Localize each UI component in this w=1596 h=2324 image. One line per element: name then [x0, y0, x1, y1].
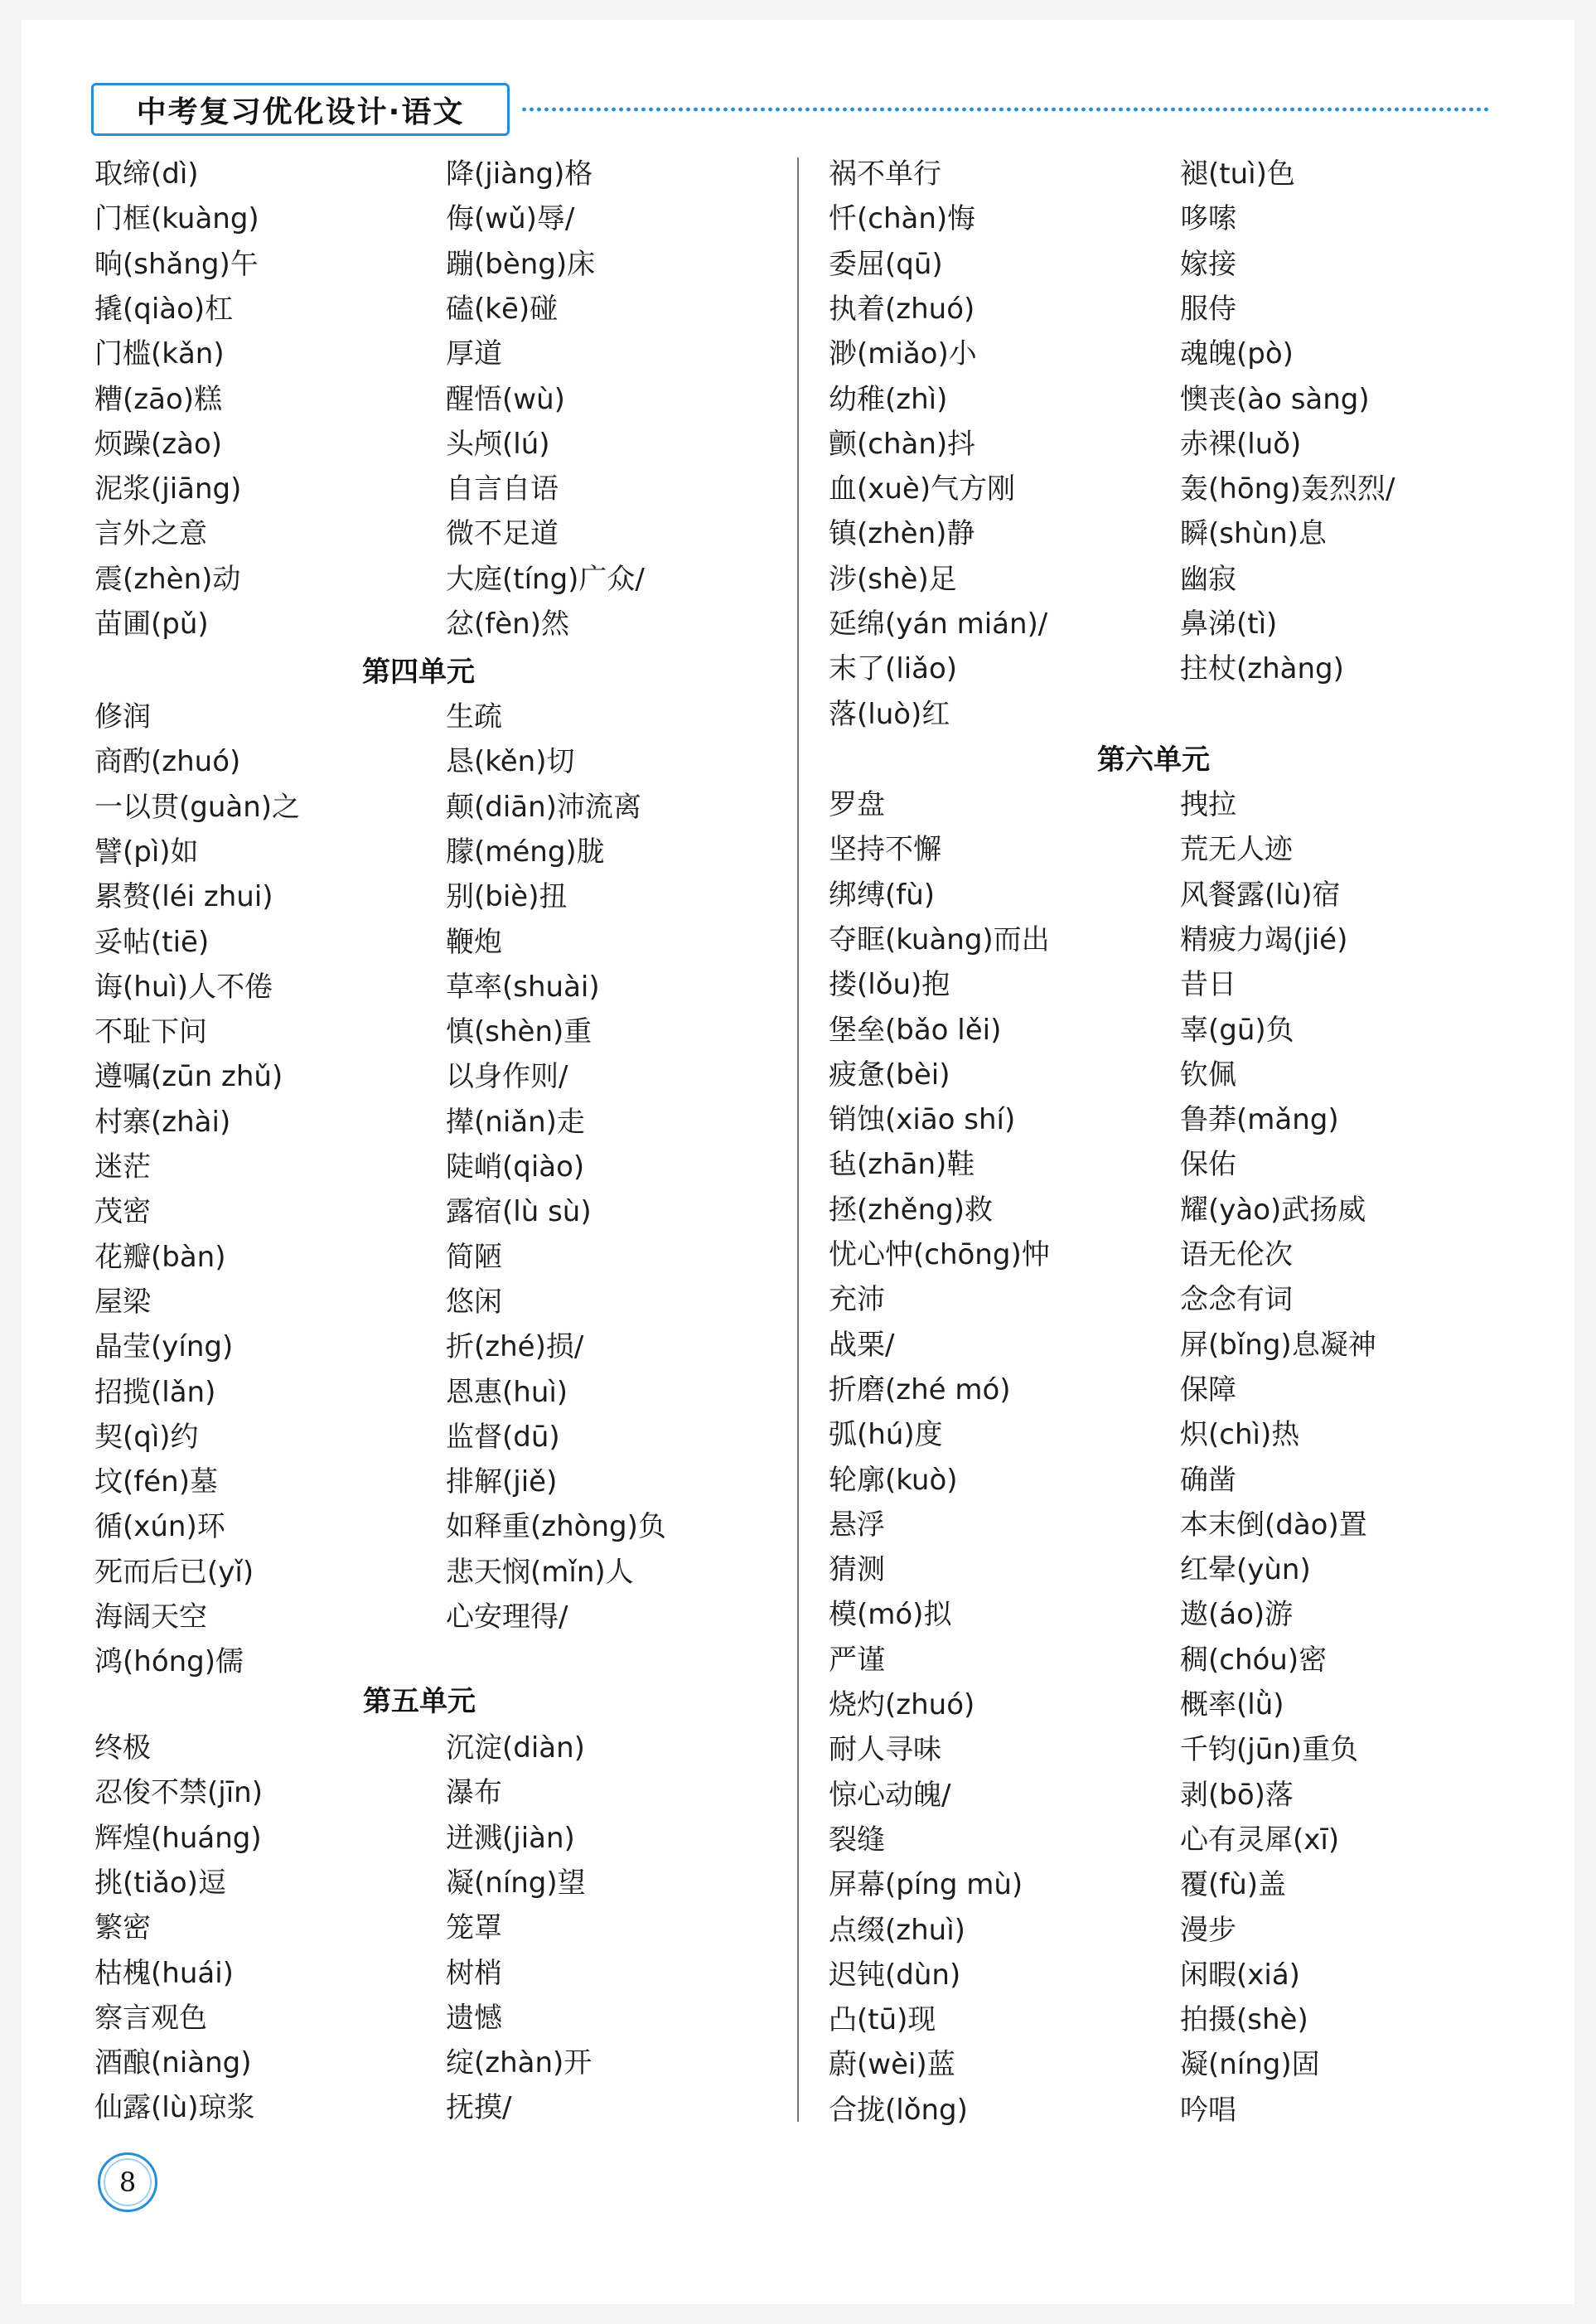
vocab-entry: 幼稚(zhì) [829, 382, 948, 416]
vocab-entry: 晌(shǎng)午 [94, 247, 259, 281]
vocab-entry: 门槛(kǎn) [94, 337, 225, 371]
vocab-entry: 大庭(tíng)广众/ [446, 562, 645, 596]
vocab-entry: 炽(chì)热 [1180, 1418, 1300, 1452]
vocab-entry: 确凿 [1180, 1463, 1236, 1497]
vocab-entry: 凝(níng)固 [1180, 2048, 1320, 2082]
vocab-entry: 厚道 [446, 337, 502, 371]
vocab-entry: 遗憾 [446, 2001, 502, 2035]
vocab-entry: 晶莹(yíng) [94, 1330, 234, 1364]
vocab-entry: 恳(kěn)切 [446, 745, 575, 779]
vocab-entry: 折磨(zhé mó) [829, 1373, 1011, 1407]
vocab-entry: 落(luò)红 [829, 697, 950, 731]
vocab-entry: 赤裸(luǒ) [1180, 427, 1302, 461]
vocab-entry: 鸿(hóng)儒 [94, 1645, 244, 1679]
vocab-entry: 侮(wǔ)辱/ [446, 202, 575, 236]
vocab-entry: 风餐露(lù)宿 [1180, 878, 1341, 912]
vocab-entry: 辜(gū)负 [1180, 1013, 1294, 1047]
vocab-entry: 拯(zhěng)救 [829, 1193, 993, 1227]
vocab-entry: 海阔天空 [94, 1600, 207, 1634]
vocab-entry: 沉淀(diàn) [446, 1731, 585, 1765]
vocab-entry: 契(qì)约 [94, 1420, 199, 1454]
vocab-entry: 忏(chàn)悔 [829, 202, 976, 236]
section-title-unit4: 第四单元 [362, 656, 475, 689]
vocab-entry: 商酌(zhuó) [94, 745, 241, 779]
vocab-entry: 抚摸/ [446, 2091, 512, 2125]
vocab-entry: 草率(shuài) [446, 970, 600, 1004]
vocab-entry: 仙露(lù)琼浆 [94, 2091, 255, 2125]
vocab-entry: 譬(pì)如 [94, 835, 199, 869]
vocab-entry: 累赘(léi zhui) [94, 880, 273, 914]
vocab-entry: 嫁接 [1180, 247, 1236, 281]
vocab-entry: 言外之意 [94, 517, 207, 551]
vocab-entry: 闲暇(xiá) [1180, 1958, 1300, 1992]
vocab-entry: 裂缝 [829, 1823, 885, 1857]
vocab-entry: 颠(diān)沛流离 [446, 790, 641, 824]
vocab-entry: 念念有词 [1180, 1283, 1293, 1317]
vocab-entry: 以身作则/ [446, 1060, 568, 1094]
section-title-unit6: 第六单元 [1097, 743, 1210, 777]
vocab-entry: 哆嗦 [1180, 202, 1236, 236]
vocab-entry: 枯槐(huái) [94, 1956, 234, 1990]
vocab-entry: 漫步 [1180, 1913, 1236, 1947]
vocab-entry: 千钧(jūn)重负 [1180, 1733, 1359, 1767]
vocab-entry: 凝(níng)望 [446, 1866, 586, 1900]
vocab-entry: 撬(qiào)杠 [94, 292, 234, 326]
vocab-entry: 鲁莽(mǎng) [1180, 1103, 1339, 1137]
vocab-entry: 门框(kuàng) [94, 202, 259, 236]
section-title-unit5: 第五单元 [363, 1685, 476, 1718]
vocab-entry: 绑缚(fù) [829, 878, 936, 912]
vocab-entry: 妥帖(tiē) [94, 925, 210, 959]
vocab-entry: 弧(hú)度 [829, 1418, 943, 1452]
vocab-entry: 笼罩 [446, 1911, 502, 1945]
vocab-entry: 死而后已(yǐ) [94, 1555, 254, 1589]
vocab-entry: 别(biè)扭 [446, 880, 568, 914]
vocab-entry: 钦佩 [1180, 1058, 1236, 1092]
vocab-entry: 延绵(yán mián)/ [829, 608, 1048, 641]
vocab-entry: 察言观色 [94, 2001, 207, 2035]
vocab-entry: 猜测 [829, 1553, 885, 1587]
vocab-entry: 遨(áo)游 [1180, 1598, 1294, 1632]
vocab-entry: 悬浮 [829, 1508, 885, 1542]
vocab-entry: 屏幕(píng mù) [829, 1868, 1023, 1902]
vocab-entry: 苗圃(pǔ) [94, 608, 209, 641]
vocab-entry: 颤(chàn)抖 [829, 427, 976, 461]
vocab-entry: 糟(zāo)糕 [94, 382, 223, 416]
vocab-entry: 语无伦次 [1180, 1238, 1293, 1271]
vocab-entry: 不耻下问 [94, 1015, 207, 1049]
vocab-entry: 保障 [1180, 1373, 1236, 1407]
vocab-entry: 瞬(shùn)息 [1180, 517, 1327, 551]
vocab-entry: 魂魄(pò) [1180, 337, 1294, 371]
vocab-entry: 模(mó)拟 [829, 1598, 952, 1632]
vocab-entry: 监督(dū) [446, 1420, 560, 1454]
vocab-entry: 烧灼(zhuó) [829, 1688, 975, 1721]
vocab-entry: 稠(chóu)密 [1180, 1643, 1328, 1677]
vocab-entry: 轰(hōng)轰烈烈/ [1180, 472, 1395, 506]
vocab-entry: 执着(zhuó) [829, 292, 975, 326]
vocab-entry: 轮廓(kuò) [829, 1463, 958, 1497]
header-title: 中考复习优化设计·语文 [91, 83, 510, 136]
vocab-entry: 生疏 [446, 700, 502, 734]
vocab-entry: 概率(lǜ) [1180, 1688, 1284, 1721]
vocab-entry: 堡垒(bǎo lěi) [829, 1013, 1002, 1047]
vocab-entry: 点缀(zhuì) [829, 1913, 965, 1947]
vocab-entry: 自言自语 [446, 472, 559, 506]
vocab-entry: 屋梁 [94, 1285, 151, 1319]
vocab-entry: 拄杖(zhàng) [1180, 652, 1344, 686]
vocab-entry: 懊丧(ào sàng) [1180, 382, 1370, 416]
vocab-entry: 醒悟(wù) [446, 382, 565, 416]
vocab-entry: 蹦(bèng)床 [446, 247, 596, 281]
vocab-entry: 剥(bō)落 [1180, 1778, 1294, 1812]
vocab-entry: 迷茫 [94, 1150, 151, 1184]
vocab-entry: 茂密 [94, 1195, 151, 1229]
vocab-entry: 凸(tū)现 [829, 2003, 936, 2037]
vocab-entry: 树梢 [446, 1956, 502, 1990]
vocab-entry: 遵嘱(zūn zhǔ) [94, 1060, 283, 1094]
header-dotted-rule [520, 106, 1492, 113]
vocab-entry: 血(xuè)气方刚 [829, 472, 1016, 506]
vocab-entry: 罗盘 [829, 788, 885, 821]
vocab-entry: 拽拉 [1180, 788, 1236, 821]
vocab-entry: 屏(bǐng)息凝神 [1180, 1328, 1376, 1362]
vocab-entry: 渺(miǎo)小 [829, 337, 977, 371]
vocab-entry: 酒酿(niàng) [94, 2046, 252, 2080]
vocab-entry: 耀(yào)武扬威 [1180, 1193, 1366, 1227]
vocab-entry: 红晕(yùn) [1180, 1553, 1311, 1587]
vocab-entry: 烦躁(zào) [94, 427, 223, 461]
vocab-entry: 循(xún)环 [94, 1510, 225, 1544]
vocab-entry: 头颅(lú) [446, 427, 550, 461]
vocab-entry: 服侍 [1180, 292, 1236, 326]
vocab-entry: 招揽(lǎn) [94, 1375, 216, 1409]
vocab-entry: 夺眶(kuàng)而出 [829, 922, 1050, 956]
vocab-entry: 排解(jiě) [446, 1465, 558, 1499]
vocab-entry: 村寨(zhài) [94, 1105, 231, 1139]
vocab-entry: 心有灵犀(xī) [1180, 1823, 1340, 1857]
vocab-entry: 本末倒(dào)置 [1180, 1508, 1367, 1542]
vocab-entry: 折(zhé)损/ [446, 1330, 584, 1364]
vocab-entry: 搂(lǒu)抱 [829, 968, 950, 1002]
vocab-entry: 惊心动魄/ [829, 1778, 951, 1812]
vocab-entry: 末了(liǎo) [829, 652, 958, 686]
vocab-entry: 保佑 [1180, 1148, 1236, 1182]
vocab-entry: 坟(fén)墓 [94, 1465, 218, 1499]
vocab-entry: 一以贯(guàn)之 [94, 790, 301, 824]
page-number: 8 [98, 2152, 157, 2212]
vocab-entry: 繁密 [94, 1911, 151, 1945]
vocab-entry: 泥浆(jiāng) [94, 472, 242, 506]
vocab-entry: 心安理得/ [446, 1600, 568, 1634]
vocab-entry: 露宿(lù sù) [446, 1195, 592, 1229]
vocab-entry: 严谨 [829, 1643, 885, 1677]
vocab-entry: 忿(fèn)然 [446, 608, 569, 641]
vocab-entry: 诲(huì)人不倦 [94, 970, 273, 1004]
vocab-entry: 吟唱 [1180, 2093, 1236, 2127]
vocab-entry: 迸溅(jiàn) [446, 1821, 575, 1855]
vocab-entry: 磕(kē)碰 [446, 292, 559, 326]
vocab-entry: 花瓣(bàn) [94, 1240, 226, 1274]
vocab-entry: 微不足道 [446, 517, 559, 551]
vocab-entry: 如释重(zhòng)负 [446, 1510, 666, 1544]
vocab-entry: 悠闲 [446, 1285, 502, 1319]
vocab-entry: 终极 [94, 1731, 151, 1765]
vocab-entry: 委屈(qū) [829, 247, 943, 281]
vocab-entry: 充沛 [829, 1283, 885, 1317]
vocab-entry: 鼻涕(tì) [1180, 608, 1278, 641]
vocab-entry: 辉煌(huáng) [94, 1821, 262, 1855]
vocab-entry: 战栗/ [829, 1328, 895, 1362]
vocab-entry: 荒无人迹 [1180, 833, 1293, 867]
vocab-entry: 绽(zhàn)开 [446, 2046, 592, 2080]
vocab-entry: 朦(méng)胧 [446, 835, 605, 869]
vocab-entry: 修润 [94, 700, 151, 734]
vocab-entry: 拍摄(shè) [1180, 2003, 1308, 2037]
vocab-entry: 毡(zhān)鞋 [829, 1148, 975, 1182]
vocab-entry: 挑(tiǎo)逗 [94, 1866, 226, 1900]
vocab-entry: 忍俊不禁(jīn) [94, 1776, 263, 1810]
vocab-entry: 蔚(wèi)蓝 [829, 2048, 955, 2082]
vocab-entry: 恩惠(huì) [446, 1375, 568, 1409]
vocab-entry: 合拢(lǒng) [829, 2093, 968, 2127]
vocab-entry: 坚持不懈 [829, 833, 941, 867]
vocab-entry: 简陋 [446, 1240, 502, 1274]
vocab-entry: 幽寂 [1180, 562, 1236, 596]
vocab-entry: 昔日 [1180, 968, 1236, 1002]
vocab-entry: 镇(zhèn)静 [829, 517, 975, 551]
vocab-entry: 忧心忡(chōng)忡 [829, 1238, 1050, 1271]
vocab-entry: 祸不单行 [829, 157, 941, 191]
vocab-entry: 覆(fù)盖 [1180, 1868, 1287, 1902]
vocab-entry: 撵(niǎn)走 [446, 1105, 585, 1139]
vocab-entry: 取缔(dì) [94, 157, 199, 191]
vocab-entry: 褪(tuì)色 [1180, 157, 1295, 191]
vocab-entry: 耐人寻味 [829, 1733, 941, 1767]
vocab-entry: 慎(shèn)重 [446, 1015, 592, 1049]
vocab-entry: 震(zhèn)动 [94, 562, 241, 596]
vocab-entry: 降(jiàng)格 [446, 157, 593, 191]
vocab-entry: 销蚀(xiāo shí) [829, 1103, 1016, 1137]
vocab-entry: 迟钝(dùn) [829, 1958, 961, 1992]
vocab-entry: 陡峭(qiào) [446, 1150, 585, 1184]
column-divider [797, 157, 799, 2122]
vocab-entry: 瀑布 [446, 1776, 502, 1810]
vocab-entry: 疲惫(bèi) [829, 1058, 950, 1092]
vocab-entry: 鞭炮 [446, 925, 502, 959]
vocab-entry: 精疲力竭(jié) [1180, 922, 1348, 956]
vocab-entry: 涉(shè)足 [829, 562, 957, 596]
vocab-entry: 悲天悯(mǐn)人 [446, 1555, 634, 1589]
